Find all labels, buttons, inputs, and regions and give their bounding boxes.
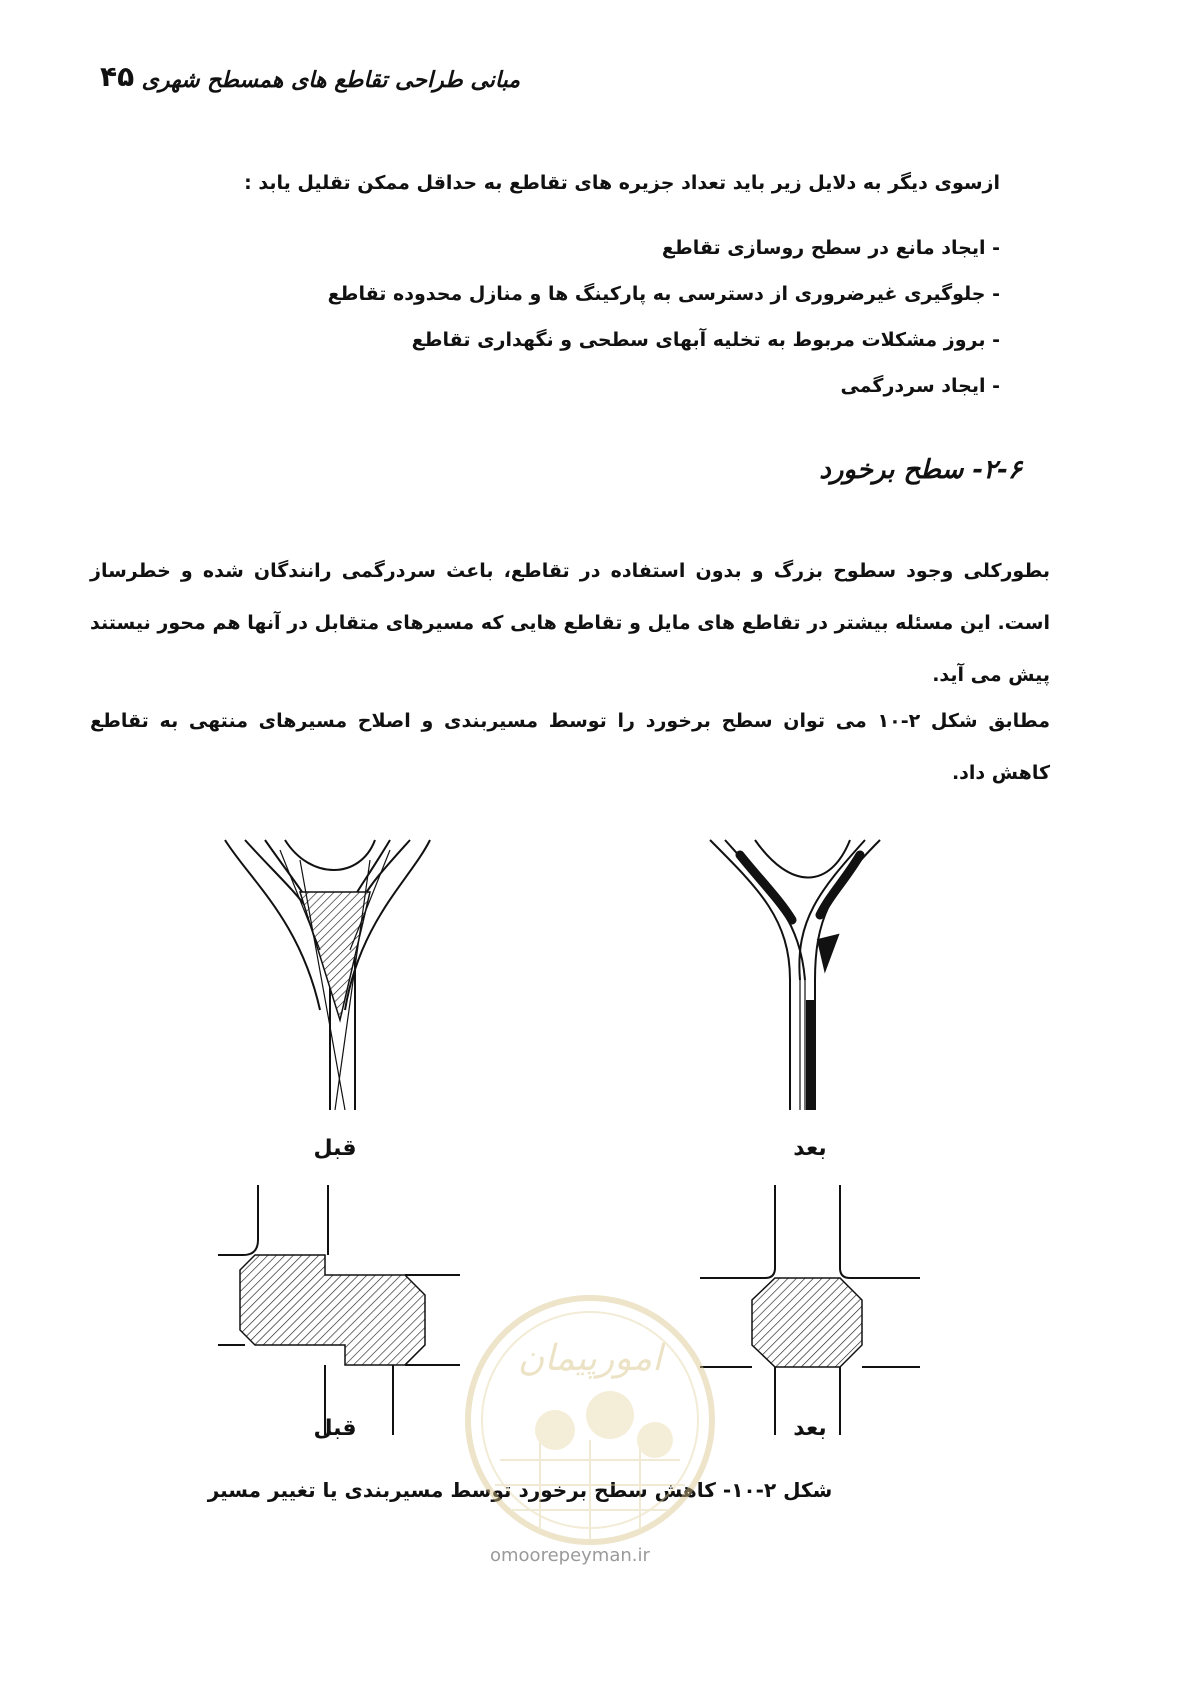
y-intersection-after-diagram <box>710 840 880 1110</box>
bullet-item: - ایجاد سردرگمی <box>840 375 1000 397</box>
label-after-bottom: بعد <box>793 1416 827 1441</box>
watermark-url: omoorepeyman.ir <box>490 1545 650 1566</box>
figure-caption: شکل ۲-۱۰- کاهش سطح برخورد توسط مسیربندی یا تغییر مسیر <box>207 1478 833 1502</box>
label-after-top: بعد <box>793 1136 827 1161</box>
page-number: ۴۵ <box>100 60 135 93</box>
y-intersection-before-diagram <box>225 840 430 1110</box>
body-paragraph-1: بطورکلی وجود سطوح بزرگ و بدون استفاده در تقاطع، باعث سردرگمی رانندگان شده و خطرساز است. این مسئله بیشتر در تقاطع های مایل و تقاطع هایی که مسیرهای متقابل در آنها هم محور نیستند پیش می آید. <box>90 560 1050 686</box>
bullet-item: - بروز مشکلات مربوط به تخلیه آبهای سطحی و نگهداری تقاطع <box>411 329 1000 351</box>
section-heading: ۲-۶- سطح برخورد <box>819 455 1022 485</box>
label-before-bottom: قبل <box>313 1416 357 1441</box>
body-paragraph-2: مطابق شکل ۲-۱۰ می توان سطح برخورد را توسط مسیربندی و اصلاح مسیرهای منتهی به تقاطع کاهش داد. <box>90 710 1050 784</box>
cross-intersection-before-diagram <box>218 1185 460 1435</box>
watermark-logo <box>460 1290 720 1550</box>
bullet-list <box>180 225 1000 409</box>
running-title: مبانی طراحی تقاطع های همسطح شهری <box>141 68 520 93</box>
label-before-top: قبل <box>313 1136 357 1161</box>
watermark-text: امورپیمان <box>517 1338 663 1379</box>
bullet-item: - ایجاد مانع در سطح روسازی تقاطع <box>661 237 1000 259</box>
intro-paragraph: ازسوی دیگر به دلایل زیر باید تعداد جزیره های تقاطع به حداقل ممکن تقلیل یابد : <box>244 172 1000 194</box>
page-header <box>100 60 520 100</box>
cross-intersection-after-diagram <box>700 1185 920 1435</box>
bullet-item: - جلوگیری غیرضروری از دسترسی به پارکینگ ها و منازل محدوده تقاطع <box>327 283 1000 305</box>
